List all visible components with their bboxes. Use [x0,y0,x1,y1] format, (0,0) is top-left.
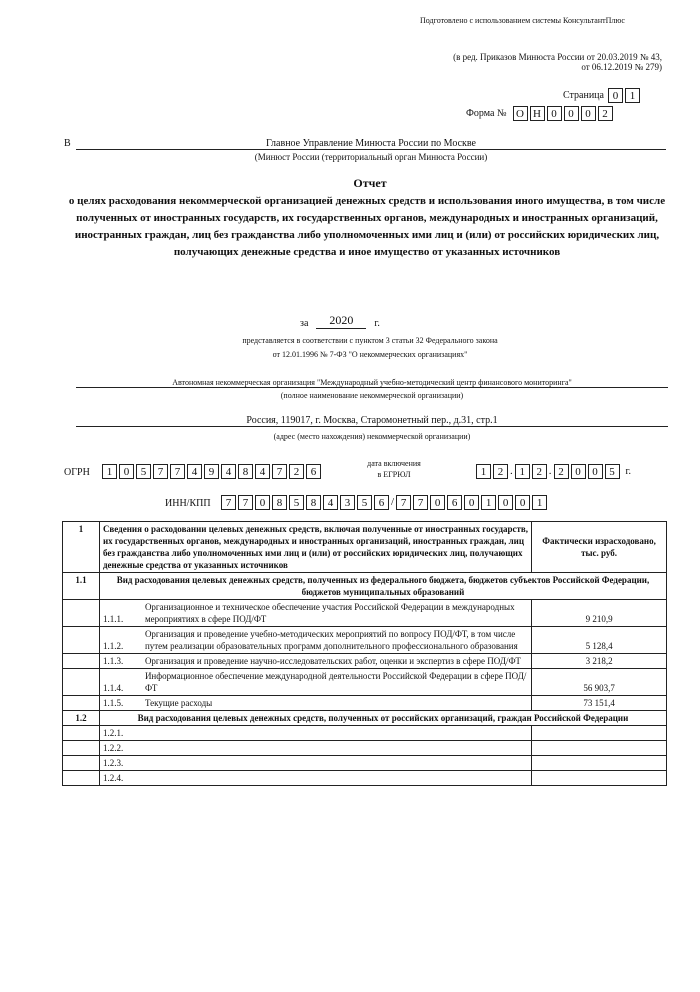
row-code: 1.1.3. [102,656,124,666]
inn-label: ИНН/КПП [165,498,211,509]
edition-line-2: от 06.12.2019 № 279) [581,62,662,72]
prepared-note: Подготовлено с использованием системы КонсультантПлюс [420,16,625,25]
report-year [300,313,380,329]
row-value: 9 210,9 [532,600,667,627]
page-digit-box: 1 [625,88,640,103]
row-empty-cell [63,600,100,627]
row-description-cell [99,600,531,627]
ogrn-boxes [102,464,321,479]
row-code: 1.1.2. [102,641,124,651]
form-number [466,106,613,121]
row-value [532,771,667,786]
section-1-2-number: 1.2 [63,711,100,726]
form-char-box: 0 [564,106,579,121]
ogrn-label: ОГРН [64,467,90,478]
org-name-caption: (полное наименование некоммерческой организации) [280,391,464,400]
report-subtitle: о целях расходования некоммерческой организацией денежных средств и использования иного имущества, в том числе полученных от иностранных государств, их государственных органов, международных и иностранных организаций, иностранных граждан, лиц без гражданства либо уполномоченных ими лиц и (или) от российских юридических лиц, получающих денежные средства и иное имущество от указанных источников [68,195,666,258]
row-text: Организационное и техническое обеспечение участия Российской Федерации в международных мероприятиях в сфере ПОД/ФТ [144,602,515,624]
edition-note [453,52,662,72]
table-row [63,627,667,654]
egrul-label [354,458,434,480]
ogrn-digit-box: 4 [255,464,270,479]
table-row [63,756,667,771]
kpp-boxes [396,495,547,510]
date-month-digit-box: 2 [532,464,547,479]
edition-line-1: (в ред. Приказов Минюста России от 20.03.2019 № 43, [453,52,662,62]
inn-digit-box: 8 [272,495,287,510]
inn-digit-box: 0 [255,495,270,510]
kpp-digit-box: 0 [464,495,479,510]
ogrn-digit-box: 7 [170,464,185,479]
table-row [63,654,667,669]
inn-digit-box: 8 [306,495,321,510]
section-1-2-row [63,711,667,726]
table-row [63,600,667,627]
expenditure-table [62,521,667,786]
date-day-digit-box: 1 [476,464,491,479]
row-value: 73 151,4 [532,696,667,711]
form-char-box: О [513,106,528,121]
row-code: 1.2.3. [99,756,531,771]
for-label: за [300,318,309,329]
row-code: 1.1.4. [102,683,124,693]
section-1-1-items [63,600,667,711]
table-row [63,741,667,756]
row-code: 1.2.4. [99,771,531,786]
row-empty-cell [63,771,100,786]
egrul-label-1: дата включения [367,459,421,468]
row-value: 5 128,4 [532,627,667,654]
row-empty-cell [63,696,100,711]
egrul-label-2: в ЕГРЮЛ [377,470,411,479]
inn-digit-box: 5 [357,495,372,510]
page-label: Страница [563,90,604,101]
section-1-2-text: Вид расходования целевых денежных средств, полученных от российских организаций, граждан Российской Федерации [99,711,666,726]
date-year-digit-box: 5 [605,464,620,479]
row-value [532,756,667,771]
date-dot-1: . [510,465,513,477]
page-boxes [608,88,640,103]
ogrn-digit-box: 8 [238,464,253,479]
egrul-date [476,464,631,479]
ogrn-digit-box: 4 [221,464,236,479]
table-row [63,696,667,711]
org-address: Россия, 119017, г. Москва, Старомонетный пер., д.31, стр.1 [76,415,668,427]
table-row [63,771,667,786]
date-month-digit-box: 1 [515,464,530,479]
row-description-cell [99,696,531,711]
ogrn-digit-box: 4 [187,464,202,479]
kpp-digit-box: 7 [413,495,428,510]
row-empty-cell [63,756,100,771]
ogrn-digit-box: 7 [153,464,168,479]
ogrn-digit-box: 7 [272,464,287,479]
section-1-2-items [63,726,667,786]
legal-basis-2: от 12.01.1996 № 7-ФЗ "О некоммерческих организациях" [272,350,468,359]
ogrn-digit-box: 1 [102,464,117,479]
kpp-digit-box: 0 [515,495,530,510]
date-year-digit-box: 0 [588,464,603,479]
ogrn-digit-box: 2 [289,464,304,479]
year-suffix: г. [374,318,380,329]
recipient-prefix: В [64,138,71,149]
row-code: 1.2.2. [99,741,531,756]
recipient-name: Главное Управление Минюста России по Москве [76,138,666,150]
inn-digit-box: 6 [374,495,389,510]
section-1-text: Сведения о расходовании целевых денежных средств, включая полученные от иностранных государств, их государственных органов, международных и иностранных организаций, иностранных граждан, лиц без гражданства либо уполномоченных ими лиц и (или) от российских юридических лиц, получающих денежные средства от указанных источников [99,522,531,573]
row-code: 1.2.1. [99,726,531,741]
form-boxes [513,106,613,121]
row-text: Организация и проведение научно-исследовательских работ, оценки и экспертиз в сфере ПОД/ФТ [144,656,521,666]
ogrn-digit-box: 5 [136,464,151,479]
row-text: Организация и проведение учебно-методических мероприятий по вопросу ПОД/ФТ, в том числе путем реализации образовательных программ дополнительного профессионального образования [144,629,518,651]
date-month-boxes [515,464,547,479]
row-text: Текущие расходы [144,698,213,708]
inn-digit-box: 4 [323,495,338,510]
row-empty-cell [63,669,100,696]
page-number [563,88,640,103]
kpp-digit-box: 7 [396,495,411,510]
row-description-cell [99,627,531,654]
inn-boxes [221,495,389,510]
form-label: Форма № [466,108,507,119]
row-text: Информационное обеспечение международной деятельности Российской Федерации в сфере ПОД/ФТ [144,671,527,693]
inn-digit-box: 3 [340,495,355,510]
section-1-1-row [63,573,667,600]
actual-spent-header: Фактически израсходовано, тыс. руб. [532,522,667,573]
date-day-digit-box: 2 [493,464,508,479]
date-year-digit-box: 2 [554,464,569,479]
row-value: 3 218,2 [532,654,667,669]
legal-basis-1: представляется в соответствии с пунктом 3 статьи 32 Федерального закона [242,336,498,345]
table-row [63,726,667,741]
ogrn-digit-box: 6 [306,464,321,479]
page-digit-box: 0 [608,88,623,103]
inn-kpp-slash: / [391,496,395,508]
form-char-box: 2 [598,106,613,121]
row-code: 1.1.5. [102,698,124,708]
table-row [63,669,667,696]
row-description-cell [99,669,531,696]
date-day-boxes [476,464,508,479]
date-year-digit-box: 0 [571,464,586,479]
section-1-number: 1 [63,522,100,573]
kpp-digit-box: 6 [447,495,462,510]
ogrn-digit-box: 0 [119,464,134,479]
form-char-box: 0 [581,106,596,121]
org-name: Автономная некоммерческая организация "Международный учебно-методический центр финансового мониторинга" [76,378,668,388]
inn-digit-box: 7 [221,495,236,510]
row-empty-cell [63,741,100,756]
row-value [532,741,667,756]
inn-digit-box: 7 [238,495,253,510]
section-1-1-text: Вид расходования целевых денежных средств, полученных из федерального бюджета, бюджетов субъектов Российской Федерации, бюджетов муниципальных образований [99,573,666,600]
date-dot-2: . [548,465,552,477]
kpp-digit-box: 1 [481,495,496,510]
row-value: 56 903,7 [532,669,667,696]
date-year-boxes [554,464,620,479]
report-title: Отчет [353,176,387,190]
inn-digit-box: 5 [289,495,304,510]
row-code: 1.1.1. [102,614,124,624]
date-suffix: г. [625,466,631,477]
row-empty-cell [63,654,100,669]
section-1-1-number: 1.1 [63,573,100,600]
kpp-digit-box: 0 [430,495,445,510]
form-char-box: Н [530,106,545,121]
kpp-digit-box: 1 [532,495,547,510]
row-empty-cell [63,726,100,741]
section-1-row [63,522,667,573]
recipient-caption: (Минюст России (территориальный орган Минюста России) [254,152,488,162]
inn-kpp [221,495,547,510]
row-description-cell [99,654,531,669]
year-value: 2020 [316,313,366,329]
form-char-box: 0 [547,106,562,121]
org-address-caption: (адрес (место нахождения) некоммерческой организации) [273,432,471,441]
row-value [532,726,667,741]
row-empty-cell [63,627,100,654]
kpp-digit-box: 0 [498,495,513,510]
ogrn-digit-box: 9 [204,464,219,479]
